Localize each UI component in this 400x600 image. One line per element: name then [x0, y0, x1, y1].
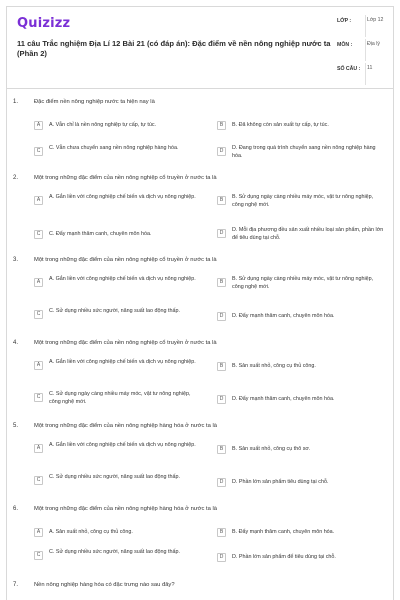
question-text: Nền nông nghiệp hàng hóa có đặc trưng nào sau đây?	[34, 582, 175, 588]
option-letter-box[interactable]: D	[217, 478, 226, 487]
question-text: Một trong những đặc điểm của nền nông nghiệp hàng hóa ở nước ta là	[34, 423, 217, 429]
meta-value: Lớp 12	[367, 17, 384, 23]
option-text: B. Sử dụng ngày càng nhiều máy móc, vật tư nông nghiệp, công nghệ mới.	[232, 194, 374, 208]
option-letter-box[interactable]: B	[217, 362, 226, 371]
option-text: B. Sản xuất nhỏ, công cụ thủ công.	[232, 363, 316, 369]
option-letter-box[interactable]: C	[34, 476, 43, 485]
meta-label: LỚP :	[337, 18, 352, 24]
worksheet-page	[6, 6, 394, 600]
option-text: C. Sử dụng ngày càng nhiều máy móc, vật tư nông nghiệp, công nghệ mới.	[49, 391, 191, 405]
meta-value: 11	[367, 65, 373, 71]
option-text: A. Sản xuất nhỏ, công cụ thủ công.	[49, 529, 133, 535]
option-letter-box[interactable]: B	[217, 528, 226, 537]
option-text: D. Mỗi địa phương đều sản xuất nhiều loại sản phẩm, phần lớn để tiêu dùng tại chỗ.	[232, 227, 384, 241]
option-text: D. Phần lớn sản phẩm để tiêu dùng tại chỗ.	[232, 554, 336, 560]
option-letter-box[interactable]: A	[34, 196, 43, 205]
option-text: A. Gắn liền với công nghiệp chế biến và dịch vụ nông nghiệp.	[49, 276, 196, 282]
divider	[365, 63, 366, 85]
option-text: D. Phần lớn sản phẩm tiêu dùng tại chỗ.	[232, 479, 329, 485]
divider	[365, 39, 366, 61]
question-text: Một trong những đặc điểm của nền nông nghiệp cổ truyền ở nước ta là	[34, 175, 217, 181]
option-text: C. Vẫn chưa chuyển sang nền nông nghiệp hàng hóa.	[49, 145, 179, 151]
option-text: D. Đẩy mạnh thâm canh, chuyên môn hóa.	[232, 396, 335, 402]
option-letter-box[interactable]: B	[217, 121, 226, 130]
question-text: Một trong những đặc điểm của nền nông nghiệp hàng hóa ở nước ta là	[34, 506, 217, 512]
option-letter-box[interactable]: C	[34, 310, 43, 319]
meta-value: Địa lý	[367, 41, 380, 47]
quizizz-logo[interactable]: Quizizz	[17, 16, 71, 31]
option-text: C. Đẩy mạnh thâm canh, chuyên môn hóa.	[49, 231, 152, 237]
question-number: 6.	[13, 506, 19, 512]
option-text: B. Đẩy mạnh thâm canh, chuyên môn hóa.	[232, 529, 335, 535]
option-text: B. Đã không còn sản xuất tự cấp, tự túc.	[232, 122, 329, 128]
option-text: A. Gắn liền với công nghiệp chế biến và dịch vụ nông nghiệp.	[49, 442, 196, 448]
option-letter-box[interactable]: C	[34, 230, 43, 239]
option-text: A. Vẫn chỉ là nền nông nghiệp tự cấp, tự túc.	[49, 122, 157, 128]
option-text: D. Đang trong quá trình chuyển sang nền nông nghiệp hàng hóa.	[232, 145, 376, 159]
option-text: C. Sử dụng nhiều sức người, năng suất lao động thấp.	[49, 549, 180, 555]
option-letter-box[interactable]: D	[217, 229, 226, 238]
option-letter-box[interactable]: A	[34, 528, 43, 537]
option-letter-box[interactable]: A	[34, 121, 43, 130]
option-letter-box[interactable]: A	[34, 278, 43, 287]
meta-question-count	[337, 63, 389, 87]
divider	[365, 15, 366, 37]
option-letter-box[interactable]: D	[217, 395, 226, 404]
option-text: C. Sử dụng nhiều sức người, năng suất lao động thấp.	[49, 308, 180, 314]
option-letter-box[interactable]: D	[217, 312, 226, 321]
question-text: Đặc điểm nền nông nghiệp nước ta hiện nay là	[34, 99, 155, 105]
option-letter-box[interactable]: B	[217, 196, 226, 205]
option-text: B. Sử dụng ngày càng nhiều máy móc, vật tư nông nghiệp, công nghệ mới.	[232, 276, 374, 290]
page-title: 11 câu Trắc nghiệm Địa Lí 12 Bài 21 (có đáp án): Đặc điểm về nền nông nghiệp nước ta (Phần 2)	[17, 39, 331, 58]
meta-label: MÔN :	[337, 42, 353, 48]
option-letter-box[interactable]: A	[34, 444, 43, 453]
option-letter-box[interactable]: C	[34, 393, 43, 402]
question-text: Một trong những đặc điểm của nền nông nghiệp cổ truyền ở nước ta là	[34, 340, 217, 346]
question-number: 4.	[13, 340, 19, 346]
question-number: 5.	[13, 423, 19, 429]
question-number: 1.	[13, 99, 19, 105]
option-text: D. Đẩy mạnh thâm canh, chuyên môn hóa.	[232, 313, 335, 319]
question-number: 2.	[13, 175, 19, 181]
question-number: 3.	[13, 257, 19, 263]
option-text: A. Gắn liền với công nghiệp chế biến và dịch vụ nông nghiệp.	[49, 194, 196, 200]
meta-subject	[337, 39, 389, 63]
option-letter-box[interactable]: B	[217, 445, 226, 454]
option-text: C. Sử dụng nhiều sức người, năng suất lao động thấp.	[49, 474, 180, 480]
option-letter-box[interactable]: A	[34, 361, 43, 370]
option-letter-box[interactable]: B	[217, 278, 226, 287]
option-letter-box[interactable]: C	[34, 551, 43, 560]
option-text: B. Sản xuất nhỏ, công cụ thô sơ.	[232, 446, 311, 452]
question-number: 7.	[13, 582, 19, 588]
meta-label: SỐ CÂU :	[337, 66, 361, 72]
meta-class	[337, 15, 389, 39]
question-text: Một trong những đặc điểm của nền nông nghiệp cổ truyền ở nước ta là	[34, 257, 217, 263]
option-letter-box[interactable]: D	[217, 553, 226, 562]
meta-panel	[337, 15, 389, 87]
option-text: A. Gắn liền với công nghiệp chế biến và dịch vụ nông nghiệp.	[49, 359, 196, 365]
worksheet-header	[7, 7, 393, 89]
option-letter-box[interactable]: C	[34, 147, 43, 156]
option-letter-box[interactable]: D	[217, 147, 226, 156]
